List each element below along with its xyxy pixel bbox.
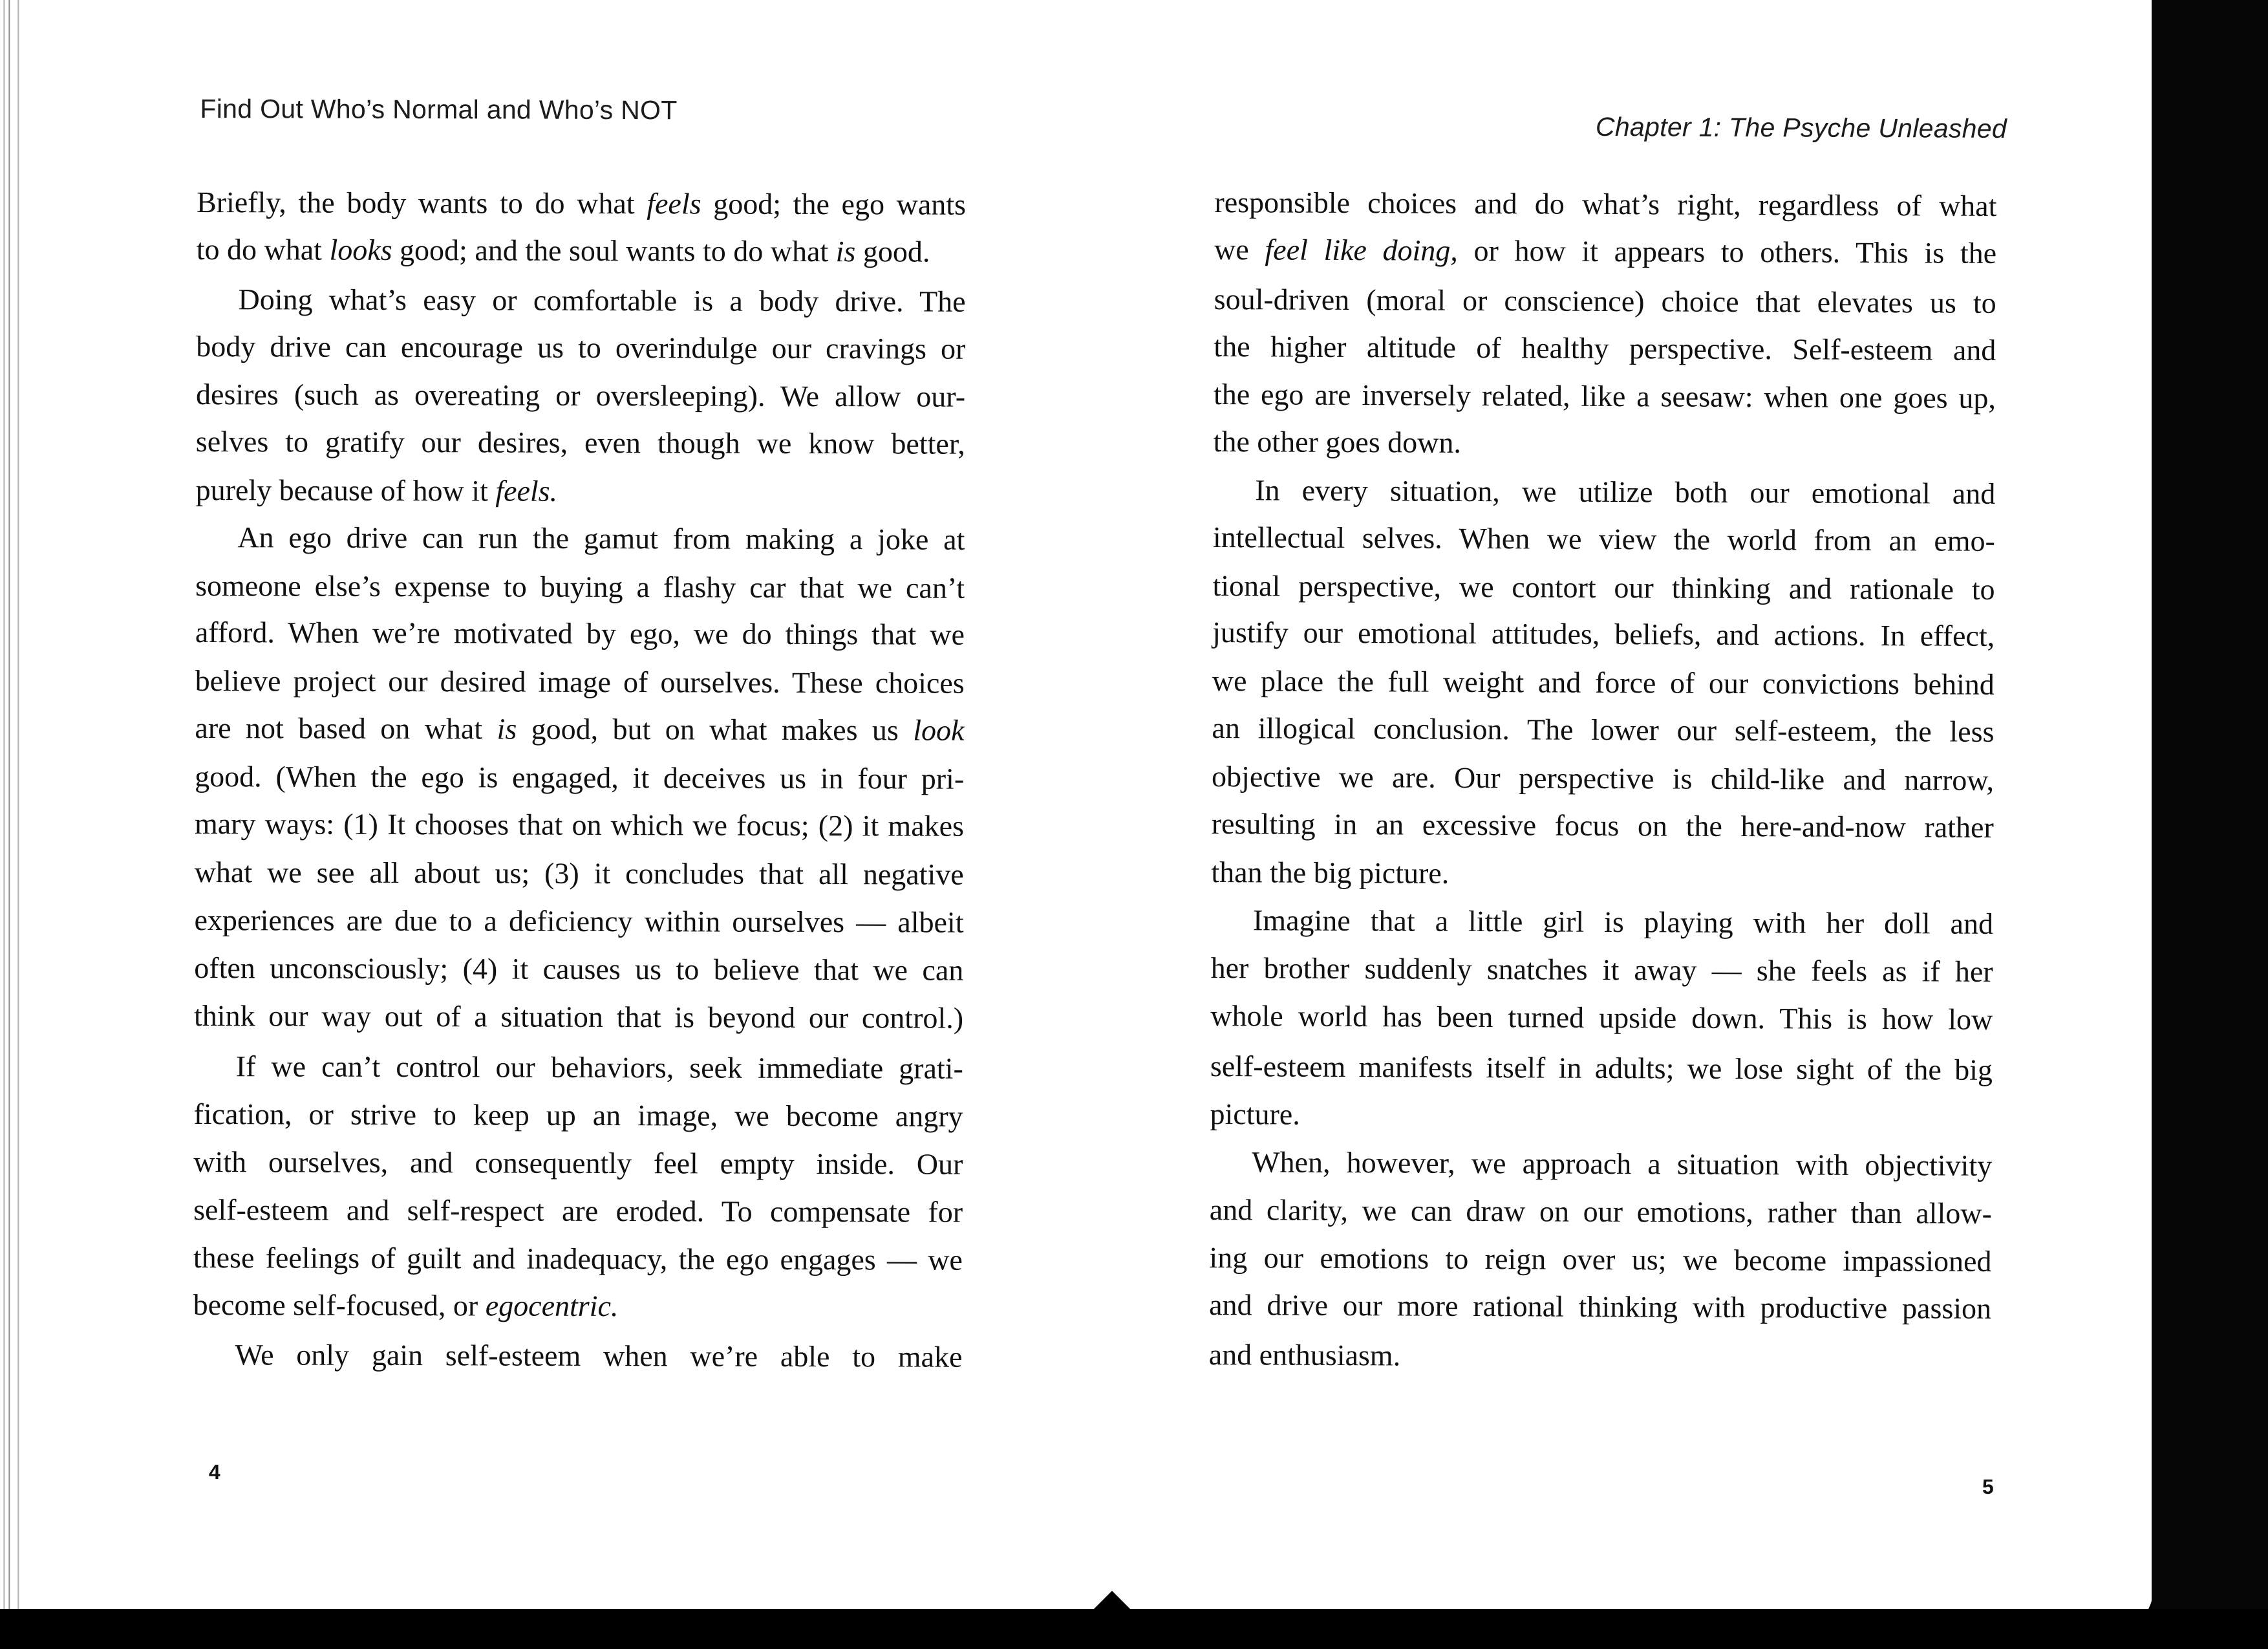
running-head-right: Chapter 1: The Psyche Unleashed [1595, 111, 2007, 144]
right-text-line [1211, 905, 1993, 939]
left-text-line [195, 615, 965, 651]
left-text-line [196, 475, 558, 506]
text-run: ing our emotions to reign over us; we become impassioned [1209, 1240, 1992, 1278]
italic-run: looks [329, 233, 392, 266]
right-text-line [1209, 1290, 1991, 1324]
left-text-line [196, 185, 967, 221]
right-text-line [1213, 424, 1462, 459]
text-run: purely because of how it [195, 473, 496, 508]
left-text-line [194, 1099, 963, 1132]
left-text-line [195, 523, 965, 555]
left-text-line [194, 806, 965, 843]
text-run: soul-driven (moral or conscience) choice that elevates us to [1214, 282, 1996, 319]
right-text-line [1211, 953, 1993, 987]
text-run: we place the full weight and force of our convictions behind [1212, 663, 1995, 701]
text-run: selves to gratify our desires, even though we know better, [195, 424, 965, 460]
text-run: to do what [196, 232, 330, 266]
text-run: these feelings of guilt and inadequacy, the ego engages — we [193, 1240, 963, 1277]
text-run: When, however, we approach a situation with objectivity [1252, 1145, 1993, 1182]
left-text-line [196, 377, 966, 413]
italic-run: is [497, 712, 517, 746]
right-text-line [1209, 1240, 1992, 1278]
text-run: the ego are inversely related, like a seesaw: when one goes up, [1213, 377, 1996, 415]
right-text-line [1211, 806, 1994, 844]
left-text-line [193, 1147, 963, 1180]
right-text-line [1214, 185, 1997, 222]
text-run: If we can’t control our behaviors, seek immediate grati- [235, 1050, 963, 1085]
right-text-line [1213, 377, 1996, 415]
text-run: what we see all about us; (3) it concludes that all negative [194, 855, 964, 891]
text-run: intellectual selves. When we view the world from an emo- [1212, 520, 1996, 557]
text-run: or how it appears to others. This is the [1457, 233, 1997, 270]
right-text-line [1212, 759, 1995, 797]
left-text-line [196, 285, 965, 317]
text-run: fication, or strive to keep up an image, we become angry [193, 1097, 963, 1133]
italic-run: feels. [495, 474, 558, 508]
left-text-line [195, 663, 965, 700]
running-head-left: Find Out Who’s Normal and Who’s NOT [200, 94, 678, 125]
text-run: Doing what’s easy or comfortable is a body drive. The [238, 283, 966, 318]
text-run: We only gain self-esteem when we’re able to make [235, 1338, 963, 1374]
text-run: good. (When the ego is engaged, it deceives us in four pri- [195, 759, 965, 795]
right-page [1208, 0, 2007, 1621]
text-run: desires (such as overeating or oversleeping). We allow our- [196, 377, 966, 413]
right-text-line [1212, 520, 1996, 557]
text-run: objective we are. Our perspective is child-like and narrow, [1212, 759, 1995, 797]
text-run: body drive can encourage us to overindulge our cravings or [196, 329, 966, 365]
left-text-line [194, 953, 963, 986]
left-text-line [193, 1290, 619, 1321]
text-run: believe project our desired image of ourselves. These choices [195, 663, 965, 700]
text-run: the other goes down. [1213, 424, 1462, 459]
text-run: an illogical conclusion. The lower our self-esteem, the less [1212, 711, 1995, 748]
right-text-line [1214, 232, 1997, 270]
page-number-left: 4 [208, 1460, 220, 1484]
text-run: mary ways: (1) It chooses that on which we focus; (2) it makes [194, 806, 965, 843]
right-text-line [1212, 568, 1995, 606]
text-run: and enthusiasm. [1208, 1337, 1401, 1372]
right-text-line [1212, 615, 1995, 652]
text-run: good. [855, 235, 930, 268]
text-run: afford. When we’re motivated by ego, we do things that we [195, 615, 965, 651]
left-text-line [193, 1240, 963, 1277]
text-run: think our way out of a situation that is beyond our control.) [193, 998, 964, 1035]
text-run: and clarity, we can draw on our emotions, rather than allow- [1209, 1192, 1992, 1230]
right-text-line [1212, 713, 1994, 747]
right-text-line [1208, 1337, 1401, 1372]
text-run: are not based on what [195, 711, 497, 746]
left-text-line [193, 1192, 963, 1229]
text-run: experiences are due to a deficiency within ourselves — albeit [194, 903, 964, 939]
text-run: In every situation, we utilize both our emotional and [1255, 473, 1996, 510]
text-run: with ourselves, and consequently feel empty inside. Our [193, 1145, 963, 1181]
text-run: become self-focused, or [193, 1288, 486, 1322]
right-text-line [1210, 1147, 1992, 1181]
italic-run: feels [647, 187, 701, 221]
left-text-line [196, 329, 966, 365]
text-run: and drive our more rational thinking with productive passion [1209, 1288, 1992, 1325]
left-text-line [195, 568, 965, 605]
right-text-line [1213, 475, 1995, 509]
right-text-line [1214, 282, 1996, 319]
right-text-line [1209, 1192, 1992, 1230]
left-text-line [195, 713, 964, 746]
text-run: responsible choices and do what’s right, regardless of what [1214, 185, 1997, 222]
text-run: good; the ego wants [701, 187, 967, 221]
right-text-line [1211, 857, 1449, 889]
text-run: her brother suddenly snatches it away — she feels as if her [1210, 951, 1993, 988]
text-run: self-esteem and self-respect are eroded. To compensate for [193, 1192, 963, 1229]
right-text-line [1210, 998, 1993, 1036]
left-text-line [195, 424, 965, 460]
left-page [192, 0, 973, 1619]
left-text-line [196, 232, 930, 268]
text-run: we [1214, 232, 1265, 266]
left-text-line [195, 759, 965, 795]
text-run: good; and the soul wants to do what [392, 233, 836, 268]
text-run: tional perspective, we contort our thinking and rationale to [1212, 568, 1995, 606]
left-text-line [194, 1051, 963, 1084]
text-run: justify our emotional attitudes, beliefs, and actions. In effect, [1212, 615, 1995, 652]
text-run: than the big picture. [1211, 855, 1450, 890]
right-text-line [1212, 663, 1995, 701]
text-run: Imagine that a little girl is playing with her doll and [1252, 903, 1994, 940]
text-run: An ego drive can run the gamut from making a joke at [237, 521, 965, 556]
left-text-line [193, 998, 964, 1035]
page-number-right: 5 [1982, 1474, 1994, 1498]
left-text-line [194, 905, 963, 938]
italic-run: is [835, 235, 856, 268]
italic-run: egocentric. [485, 1289, 619, 1323]
right-text-line [1210, 1051, 1993, 1085]
text-run: Briefly, the body wants to do what [196, 185, 647, 221]
text-run: resulting in an excessive focus on the here-and-now rather [1211, 806, 1994, 844]
right-text-line [1214, 329, 1996, 367]
text-run: often unconsciously; (4) it causes us to believe that we can [194, 951, 964, 987]
italic-run: look [913, 713, 965, 747]
gutter-fold [1086, 1591, 1138, 1617]
text-run: someone else’s expense to buying a flashy car that we can’t [195, 568, 965, 605]
right-text-line [1210, 1099, 1300, 1130]
text-run: whole world has been turned upside down. This is how low [1210, 998, 1993, 1036]
text-run: self-esteem manifests itself in adults; we lose sight of the big [1210, 1049, 1993, 1086]
scan-background [2152, 0, 2268, 1649]
text-run: good, but on what makes us [517, 712, 914, 747]
italic-run: feel like doing, [1265, 233, 1459, 267]
text-run: the higher altitude of healthy perspective. Self-esteem and [1214, 329, 1996, 367]
left-text-line [193, 1340, 962, 1372]
left-text-line [195, 857, 964, 890]
text-run: picture. [1210, 1097, 1300, 1131]
